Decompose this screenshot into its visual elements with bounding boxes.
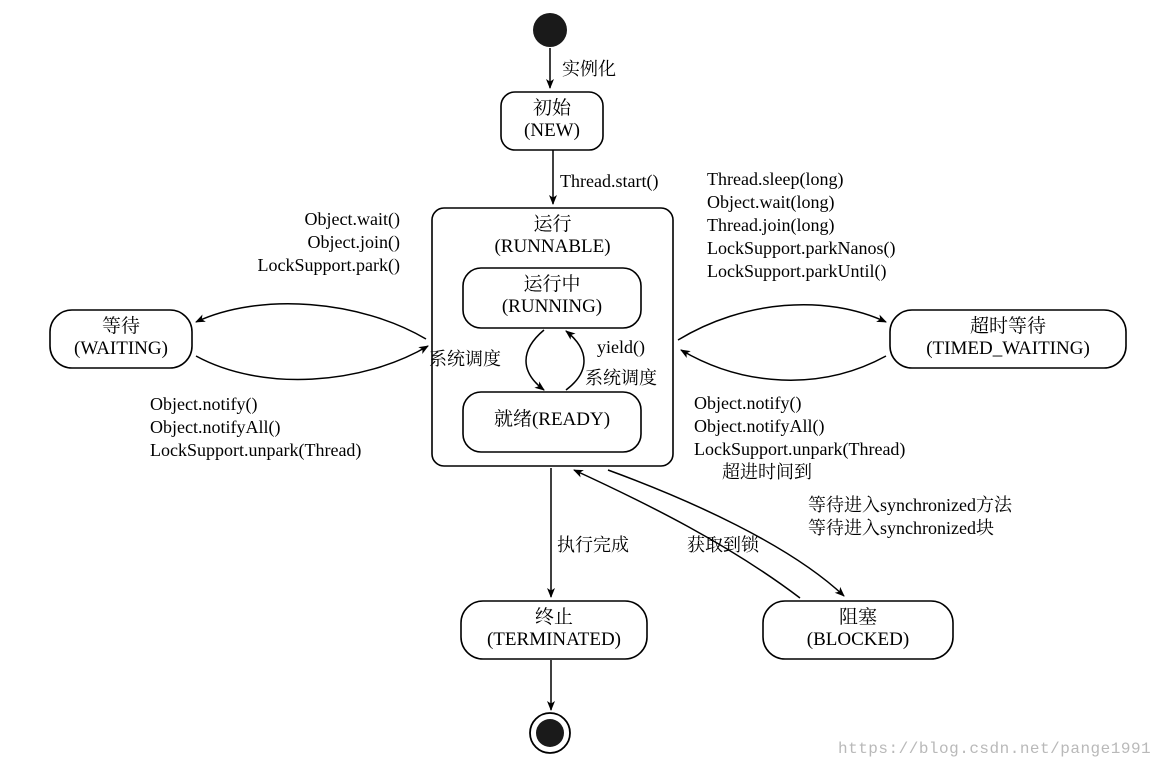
state-node-waiting — [50, 310, 192, 368]
edge-label-from-waiting-line3: LockSupport.unpark(Thread) — [150, 440, 362, 461]
edge-label-from-waiting-line1: Object.notify() — [150, 394, 258, 414]
state-label-blocked-line2: (BLOCKED) — [806, 629, 910, 651]
state-label-blocked-line1: 阻塞 — [838, 607, 877, 628]
state-label-runnable-line2: (RUNNABLE) — [494, 236, 611, 258]
edge-waiting-to-runnable — [196, 346, 428, 379]
edge-label-from-waiting-line2: Object.notifyAll() — [150, 417, 281, 438]
edge-label-to-waiting-line2: Object.join() — [307, 232, 400, 253]
edge-label-instantiate: 实例化 — [562, 59, 616, 79]
edge-label-from-timed-waiting — [694, 392, 905, 484]
edge-label-to-waiting-line3: LockSupport.park() — [257, 255, 400, 276]
state-label-terminated-line2: (TERMINATED) — [486, 629, 622, 651]
state-node-blocked — [763, 601, 953, 659]
state-node-terminated — [461, 601, 647, 659]
edge-timed-waiting-to-runnable — [681, 350, 886, 380]
edge-label-sys-schedule-left: 系统调度 — [429, 349, 501, 369]
edge-label-acquire-lock: 获取到锁 — [687, 535, 759, 555]
state-label-new-line2: (NEW) — [524, 120, 580, 142]
edge-label-to-blocked-line2: 等待进入synchronized块 — [808, 518, 994, 539]
edge-label-thread-start: Thread.start() — [560, 171, 659, 191]
state-node-timed-waiting — [890, 310, 1126, 368]
edge-runnable-to-waiting — [196, 304, 426, 339]
edge-runnable-to-timed-waiting — [678, 305, 886, 340]
edge-label-to-waiting-line1: Object.wait() — [304, 209, 400, 229]
state-node-new — [501, 92, 603, 150]
edge-label-from-timed-waiting-line2: Object.notifyAll() — [694, 416, 825, 437]
edge-label-to-blocked-line1: 等待进入synchronized方法 — [808, 495, 1012, 515]
watermark: https://blog.csdn.net/pange1991 — [838, 740, 1152, 758]
state-label-waiting-line2: (WAITING) — [74, 338, 168, 360]
edge-label-yield: yield() — [597, 337, 645, 357]
edge-label-from-timed-waiting-line1: Object.notify() — [694, 393, 802, 413]
initial-state-node — [533, 13, 567, 47]
edge-label-from-waiting — [150, 393, 361, 462]
final-state-node — [536, 719, 564, 747]
edge-label-sys-schedule-right: 系统调度 — [585, 368, 657, 388]
state-label-running-line1: 运行中 — [523, 274, 581, 295]
edge-label-to-timed-waiting-line2: Object.wait(long) — [707, 192, 835, 213]
edge-label-to-timed-waiting — [707, 168, 895, 283]
edge-label-to-timed-waiting-line1: Thread.sleep(long) — [707, 169, 844, 189]
edge-label-to-waiting — [100, 208, 400, 277]
state-label-timed-waiting-line2: (TIMED_WAITING) — [926, 338, 1090, 360]
state-label-runnable-line1: 运行 — [533, 214, 572, 235]
edge-label-to-blocked — [808, 494, 1012, 540]
edge-label-to-timed-waiting-line5: LockSupport.parkUntil() — [707, 261, 887, 282]
state-label-timed-waiting-line1: 超时等待 — [969, 316, 1046, 337]
edge-label-from-timed-waiting-line4: 超进时间到 — [722, 462, 812, 483]
state-label-ready-line1: 就绪(READY) — [493, 409, 611, 430]
state-node-ready — [463, 392, 641, 452]
edge-label-to-timed-waiting-line3: Thread.join(long) — [707, 215, 835, 236]
state-label-waiting-line1: 等待 — [101, 316, 140, 337]
edge-label-from-timed-waiting-line3: LockSupport.unpark(Thread) — [694, 439, 906, 460]
state-node-running — [463, 268, 641, 328]
state-label-terminated-line1: 终止 — [534, 607, 573, 628]
edge-label-to-terminated: 执行完成 — [557, 535, 629, 555]
state-label-running-line2: (RUNNING) — [501, 296, 603, 318]
edge-label-to-timed-waiting-line4: LockSupport.parkNanos() — [707, 238, 896, 259]
state-label-new-line1: 初始 — [532, 98, 571, 119]
